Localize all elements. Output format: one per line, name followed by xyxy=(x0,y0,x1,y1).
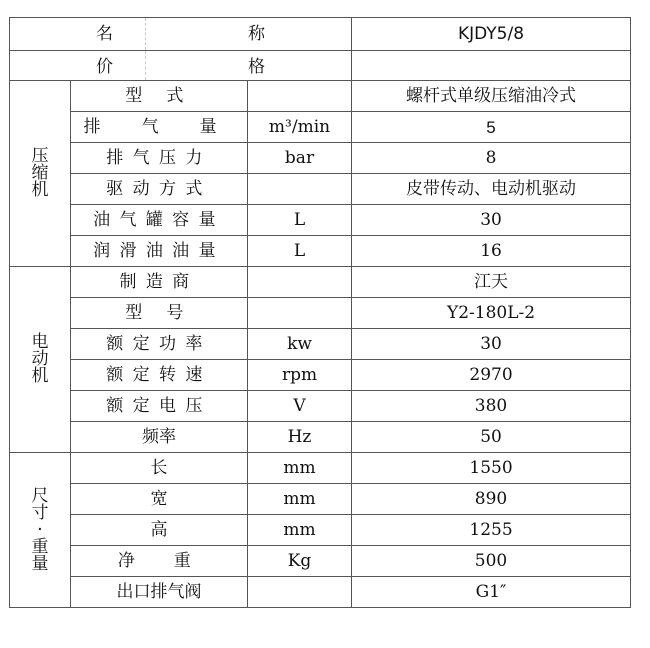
tank-capacity-value: 30 xyxy=(352,205,631,236)
model-value: KJDY5/8 xyxy=(352,18,631,51)
displacement-unit: m³/min xyxy=(248,112,352,143)
frequency-value: 50 xyxy=(352,422,631,453)
compressor-type-value: 螺杆式单级压缩油冷式 xyxy=(352,81,631,112)
price-row xyxy=(10,51,631,81)
rated-power-label: 额定功率 xyxy=(71,329,248,360)
rated-speed-unit: rpm xyxy=(248,360,352,391)
displacement-value: 5 xyxy=(352,112,631,143)
dimensions-category xyxy=(10,453,71,608)
motor-row-maker xyxy=(10,267,631,298)
length-value: 1550 xyxy=(352,453,631,484)
name-label-cell xyxy=(10,18,352,51)
rated-voltage-value: 380 xyxy=(352,391,631,422)
pressure-value: 8 xyxy=(352,143,631,174)
compressor-category xyxy=(10,81,71,267)
oil-volume-label: 润滑油油量 xyxy=(71,236,248,267)
net-weight-value: 500 xyxy=(352,546,631,577)
price-label-right: 格 xyxy=(248,57,265,77)
name-row xyxy=(10,18,631,51)
width-value: 890 xyxy=(352,484,631,515)
motor-model-value: Y2-180L-2 xyxy=(352,298,631,329)
width-label: 宽 xyxy=(71,484,248,515)
motor-row-speed xyxy=(10,360,631,391)
dashed-divider xyxy=(145,18,146,50)
price-label-cell xyxy=(10,51,352,81)
motor-category-label: 电 动 机 xyxy=(31,332,49,386)
length-unit: mm xyxy=(248,453,352,484)
dashed-divider xyxy=(145,51,146,80)
displacement-label: 排 气 量 xyxy=(71,112,248,143)
oil-volume-value: 16 xyxy=(352,236,631,267)
motor-model-label: 型 号 xyxy=(71,298,248,329)
dim-row-height xyxy=(10,515,631,546)
maker-label: 制造商 xyxy=(71,267,248,298)
frequency-label: 频率 xyxy=(71,422,248,453)
motor-model-unit xyxy=(248,298,352,329)
motor-row-model xyxy=(10,298,631,329)
dim-row-weight xyxy=(10,546,631,577)
drive-label: 驱动方式 xyxy=(71,174,248,205)
net-weight-label: 净 重 xyxy=(71,546,248,577)
compressor-row-tank xyxy=(10,205,631,236)
dimensions-category-label: 尺 寸 · 重 量 xyxy=(31,485,49,574)
motor-row-voltage xyxy=(10,391,631,422)
dim-row-width xyxy=(10,484,631,515)
name-label-right: 称 xyxy=(248,24,265,44)
height-label: 高 xyxy=(71,515,248,546)
tank-capacity-unit: L xyxy=(248,205,352,236)
compressor-row-oil xyxy=(10,236,631,267)
compressor-row-displacement xyxy=(10,112,631,143)
maker-unit xyxy=(248,267,352,298)
length-label: 长 xyxy=(71,453,248,484)
compressor-type-unit xyxy=(248,81,352,112)
tank-capacity-label: 油气罐容量 xyxy=(71,205,248,236)
width-unit: mm xyxy=(248,484,352,515)
motor-row-frequency xyxy=(10,422,631,453)
motor-row-power xyxy=(10,329,631,360)
rated-speed-value: 2970 xyxy=(352,360,631,391)
spec-table xyxy=(9,17,631,608)
maker-value: 江天 xyxy=(352,267,631,298)
outlet-valve-unit xyxy=(248,577,352,608)
pressure-label: 排气压力 xyxy=(71,143,248,174)
height-unit: mm xyxy=(248,515,352,546)
compressor-row-type xyxy=(10,81,631,112)
compressor-row-pressure xyxy=(10,143,631,174)
net-weight-unit: Kg xyxy=(248,546,352,577)
drive-value: 皮带传动、电动机驱动 xyxy=(352,174,631,205)
motor-category xyxy=(10,267,71,453)
dim-row-outlet xyxy=(10,577,631,608)
price-label-left: 价 xyxy=(96,57,113,77)
drive-unit xyxy=(248,174,352,205)
rated-power-value: 30 xyxy=(352,329,631,360)
compressor-row-drive xyxy=(10,174,631,205)
price-value xyxy=(352,51,631,81)
pressure-unit: bar xyxy=(248,143,352,174)
compressor-type-label: 型 式 xyxy=(71,81,248,112)
rated-voltage-label: 额定电压 xyxy=(71,391,248,422)
height-value: 1255 xyxy=(352,515,631,546)
rated-speed-label: 额定转速 xyxy=(71,360,248,391)
oil-volume-unit: L xyxy=(248,236,352,267)
frequency-unit: Hz xyxy=(248,422,352,453)
outlet-valve-label: 出口排气阀 xyxy=(71,577,248,608)
rated-voltage-unit: V xyxy=(248,391,352,422)
outlet-valve-value: G1″ xyxy=(352,577,631,608)
dim-row-length xyxy=(10,453,631,484)
compressor-category-label: 压 缩 机 xyxy=(31,146,49,200)
rated-power-unit: kw xyxy=(248,329,352,360)
name-label-left: 名 xyxy=(96,24,113,44)
